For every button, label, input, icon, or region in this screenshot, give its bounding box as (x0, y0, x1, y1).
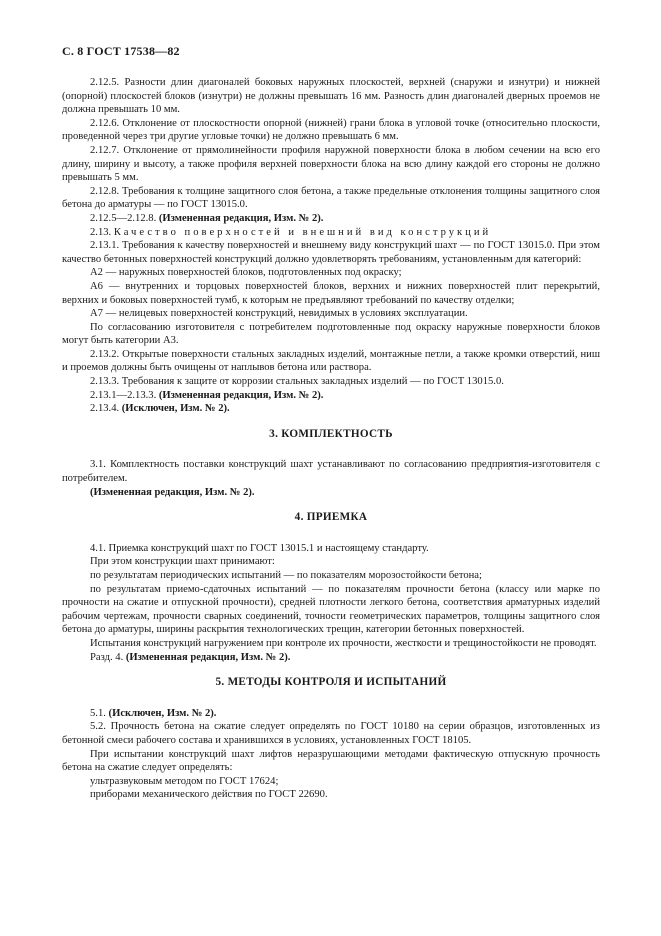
mechanical-method: приборами механического действия по ГОСТ 22690. (90, 789, 328, 801)
category-a2: А2 — наружных поверхностей блоков, подготовленных под окраску; (90, 267, 402, 279)
periodic-tests: по результатам периодических испытаний — по показателям морозостойкости бетона; (90, 570, 482, 581)
clause-2-12-7: 2.12.7. Отклонение от прямолинейности профиля наружной поверхности блока в любом сечении на всю его длину, ширину и высоту, а также профиля верхней поверхности блока на всю длину каждой его стороны не должно превышать 5 мм. (62, 144, 600, 184)
category-a6: А6 — внутренних и торцовых поверхностей блоков, верхних и нижних поверхностей плит перекрытий, верхних и боковых поверхностей тумб, к которым не предъявляют требований по качеству отделки; (62, 280, 600, 306)
clause-2-13-heading: 2.13. Качество поверхностей и внешний вид конструкций (90, 226, 492, 238)
amendment-note: Разд. 4. (Измененная редакция, Изм. № 2). (90, 651, 291, 663)
acceptance-intro: При этом конструкции шахт принимают: (90, 556, 275, 568)
clause-3-1: 3.1. Комплектность поставки конструкций шахт устанавливают по согласованию предприятия-изготовителя с потребителем. (62, 459, 600, 485)
page-header: С. 8 ГОСТ 17538—82 (62, 44, 180, 58)
amendment-note: (Измененная редакция, Изм. № 2). (90, 486, 255, 498)
clause-2-12-6: 2.12.6. Отклонение от плоскостности опорной (нижней) грани блока в угловой точке (относительно плоскости, проведенной через три другие угловые точки) не должно превышать 6 мм. (62, 117, 600, 143)
section-5-heading: 5. МЕТОДЫ КОНТРОЛЯ И ИСПЫТАНИЙ (215, 676, 447, 689)
category-a3-note: По согласованию изготовителя с потребителем подготовленные под окраску наружные поверхности блоков могут быть категории А3. (62, 321, 600, 347)
clause-2-12-5: 2.12.5. Разности длин диагоналей боковых наружных плоскостей, верхней (снаружи и изнутри) и нижней (опорной) плоскостей блоков (изнутри) не должны превышать 16 мм. Разность длин диагоналей дверных проемов не должна превышать 10 мм. (62, 77, 600, 116)
clause-4-1: 4.1. Приемка конструкций шахт по ГОСТ 13015.1 и настоящему стандарту. (90, 542, 429, 554)
section-3-heading: 3. КОМПЛЕКТНОСТЬ (269, 427, 393, 440)
clause-2-13-2: 2.13.2. Открытые поверхности стальных закладных изделий, монтажные петли, а также кромки отверстий, ниш и проемов должны быть очищены от наплывов бетона или раствора. (62, 348, 600, 374)
section-4-heading: 4. ПРИЕМКА (294, 511, 368, 524)
load-tests-note: Испытания конструкций нагружением при контроле их прочности, жесткости и трещиностойкости не проводят. (90, 637, 597, 649)
clause-5-2: 5.2. Прочность бетона на сжатие следует определять по ГОСТ 10180 на серии образцов, изготовленных из бетонной смеси рабочего состава и хранившихся в условиях, установленных ГОСТ 18105. (62, 721, 600, 746)
category-a7: А7 — нелицевых поверхностей конструкций, невидимых в условиях эксплуатации. (90, 308, 468, 320)
amendment-note: 2.12.5—2.12.8. (Измененная редакция, Изм. № 2). (90, 212, 324, 224)
acceptance-tests: по результатам приемо-сдаточных испытаний — по показателям прочности бетона (классу или марке по прочности на сжатие и отпускной прочности), средней плотности легкого бетона, соответствия арматурных изделий рабочим чертежам, прочности сварных соединений, точности геометрических параметров, толщины защитного слоя бетона до арматуры, ширины раскрытия технологических трещин, категории бетонных поверхностей. (62, 583, 600, 636)
clause-2-13-4: 2.13.4. (Исключен, Изм. № 2). (90, 403, 230, 415)
nondestructive-intro: При испытании конструкций шахт лифтов неразрушающими методами фактическую отпускную прочность бетона на сжатие следует определять: (62, 748, 600, 774)
clause-2-13-1: 2.13.1. Требования к качеству поверхностей и внешнему виду конструкций шахт — по ГОСТ 13015.0. При этом качество бетонных поверхностей конструкций должно удовлетворять требованиям, установленным для категорий: (62, 240, 600, 265)
document-body (62, 76, 600, 802)
clause-2-12-8: 2.12.8. Требования к толщине защитного слоя бетона, а также предельные отклонения толщины защитного слоя бетона до арматуры — по ГОСТ 13015.0. (62, 185, 600, 211)
ultrasonic-method: ультразвуковым методом по ГОСТ 17624; (90, 775, 279, 787)
amendment-note: 2.13.1—2.13.3. (Измененная редакция, Изм. № 2). (90, 389, 324, 401)
clause-5-1: 5.1. (Исключен, Изм. № 2). (90, 707, 217, 719)
clause-2-13-3: 2.13.3. Требования к защите от коррозии стальных закладных изделий — по ГОСТ 13015.0. (90, 376, 504, 388)
